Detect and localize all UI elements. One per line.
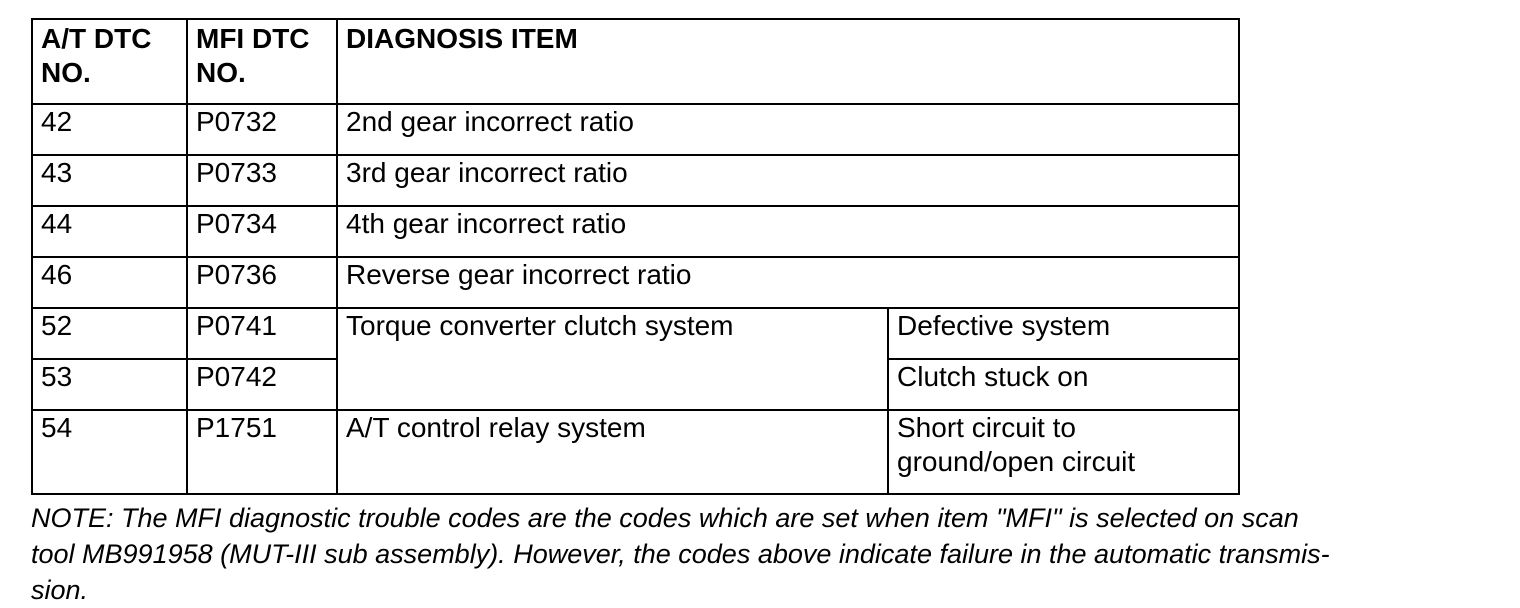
table-header-row xyxy=(32,19,1239,104)
table-note xyxy=(31,500,1491,608)
diagnosis-detail-cell xyxy=(888,410,1239,494)
mfi-dtc-cell: P0733 xyxy=(187,155,337,206)
diagnosis-detail-cell: Defective system xyxy=(888,308,1239,359)
header-at-dtc-line1: A/T DTC xyxy=(41,23,152,54)
mfi-dtc-cell: P0736 xyxy=(187,257,337,308)
header-mfi-dtc-line1: MFI DTC xyxy=(196,23,310,54)
diagnosis-item-cell: Torque converter clutch system xyxy=(337,308,888,410)
mfi-dtc-cell: P0742 xyxy=(187,359,337,410)
header-mfi-dtc-line2: NO. xyxy=(196,57,246,88)
at-dtc-cell: 42 xyxy=(32,104,187,155)
diagnosis-detail-line2: ground/open circuit xyxy=(897,446,1136,477)
mfi-dtc-cell: P1751 xyxy=(187,410,337,494)
mfi-dtc-cell: P0741 xyxy=(187,308,337,359)
mfi-dtc-cell: P0734 xyxy=(187,206,337,257)
diagnosis-detail-line1: Short circuit to xyxy=(897,412,1076,443)
note-line2: tool MB991958 (MUT-III sub assembly). However, the codes above indicate failure in the automatic transmis- xyxy=(31,539,1330,569)
diagnosis-item-cell: 2nd gear incorrect ratio xyxy=(337,104,1239,155)
diagnosis-item-cell: 4th gear incorrect ratio xyxy=(337,206,1239,257)
table-row xyxy=(32,206,1239,257)
table-row xyxy=(32,155,1239,206)
header-at-dtc xyxy=(32,19,187,104)
header-diagnosis-item: DIAGNOSIS ITEM xyxy=(337,19,1239,104)
at-dtc-cell: 43 xyxy=(32,155,187,206)
header-mfi-dtc xyxy=(187,19,337,104)
diagnosis-item-cell: Reverse gear incorrect ratio xyxy=(337,257,1239,308)
diagnosis-item-cell: A/T control relay system xyxy=(337,410,888,494)
at-dtc-cell: 52 xyxy=(32,308,187,359)
at-dtc-cell: 54 xyxy=(32,410,187,494)
mfi-dtc-cell: P0732 xyxy=(187,104,337,155)
dtc-table xyxy=(31,18,1240,495)
at-dtc-cell: 44 xyxy=(32,206,187,257)
at-dtc-cell: 46 xyxy=(32,257,187,308)
table-row xyxy=(32,257,1239,308)
diagnosis-detail-cell: Clutch stuck on xyxy=(888,359,1239,410)
table-row xyxy=(32,104,1239,155)
at-dtc-cell: 53 xyxy=(32,359,187,410)
diagnosis-item-cell: 3rd gear incorrect ratio xyxy=(337,155,1239,206)
note-line1: NOTE: The MFI diagnostic trouble codes are the codes which are set when item "MFI" is selected on scan xyxy=(31,503,1299,533)
table-row xyxy=(32,410,1239,494)
table-row xyxy=(32,308,1239,359)
note-line3: sion. xyxy=(31,575,89,605)
header-at-dtc-line2: NO. xyxy=(41,57,91,88)
